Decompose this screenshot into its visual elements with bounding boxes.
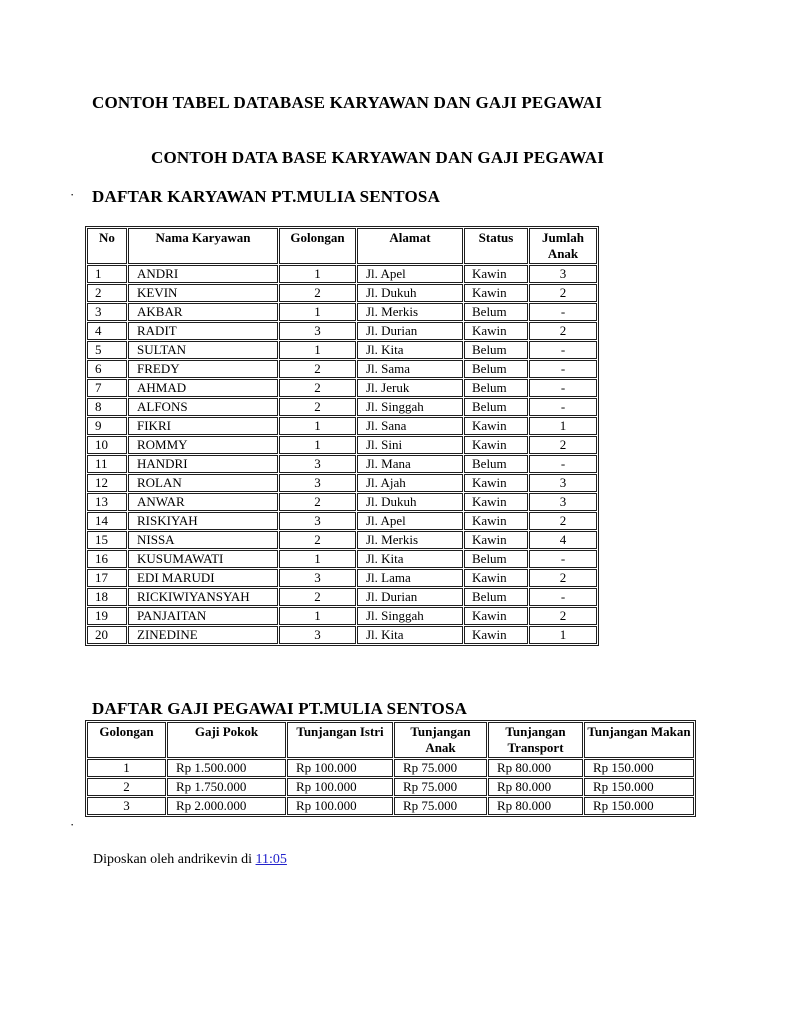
table-cell: Jl. Singgah	[357, 398, 463, 416]
table-cell: 2	[279, 360, 356, 378]
table-cell: SULTAN	[128, 341, 278, 359]
table-cell: 1	[87, 759, 166, 777]
table-cell: ANDRI	[128, 265, 278, 283]
table-header-cell: Golongan	[279, 228, 356, 264]
table-cell: Rp 75.000	[394, 778, 487, 796]
table-header-cell: Tunjangan Makan	[584, 722, 694, 758]
table-row	[87, 360, 597, 378]
table-cell: RISKIYAH	[128, 512, 278, 530]
table-cell: 3	[529, 474, 597, 492]
time-link[interactable]: 11:05	[255, 852, 287, 867]
table-cell: 3	[87, 797, 166, 815]
table-cell: 5	[87, 341, 127, 359]
table-cell: Kawin	[464, 265, 528, 283]
table-cell: -	[529, 379, 597, 397]
table-header-cell: No	[87, 228, 127, 264]
table-cell: Rp 2.000.000	[167, 797, 286, 815]
table-cell: Jl. Durian	[357, 588, 463, 606]
table-cell: ANWAR	[128, 493, 278, 511]
table-cell: ROMMY	[128, 436, 278, 454]
table-cell: 2	[279, 284, 356, 302]
table-cell: 2	[529, 436, 597, 454]
table-cell: Rp 150.000	[584, 759, 694, 777]
table-cell: Jl. Apel	[357, 265, 463, 283]
table-cell: Rp 75.000	[394, 797, 487, 815]
table-header-cell: Status	[464, 228, 528, 264]
table-cell: Rp 80.000	[488, 778, 583, 796]
table-cell: Jl. Sini	[357, 436, 463, 454]
table-cell: 14	[87, 512, 127, 530]
table-header-cell: Tunjangan Transport	[488, 722, 583, 758]
posted-by-text: Diposkan oleh andrikevin di	[93, 852, 256, 867]
table-cell: Jl. Kita	[357, 626, 463, 644]
table-cell: 4	[87, 322, 127, 340]
table-cell: 17	[87, 569, 127, 587]
table-cell: HANDRI	[128, 455, 278, 473]
table-cell: 13	[87, 493, 127, 511]
table-cell: Kawin	[464, 322, 528, 340]
table-cell: Rp 80.000	[488, 759, 583, 777]
table-cell: EDI MARUDI	[128, 569, 278, 587]
posted-by-line	[93, 852, 287, 868]
table-cell: Jl. Jeruk	[357, 379, 463, 397]
bullet-icon: ·	[70, 187, 75, 202]
table-cell: 1	[279, 417, 356, 435]
page-subtitle: CONTOH DATA BASE KARYAWAN DAN GAJI PEGAWAI	[151, 148, 605, 167]
page-title: CONTOH TABEL DATABASE KARYAWAN DAN GAJI PEGAWAI	[92, 93, 603, 112]
table-cell: Jl. Singgah	[357, 607, 463, 625]
table-cell: 3	[279, 455, 356, 473]
table-cell: Jl. Ajah	[357, 474, 463, 492]
table-cell: Belum	[464, 303, 528, 321]
table-cell: Rp 100.000	[287, 778, 393, 796]
table-cell: -	[529, 303, 597, 321]
table-row	[87, 512, 597, 530]
table-cell: Rp 80.000	[488, 797, 583, 815]
employee-table-title: DAFTAR KARYAWAN PT.MULIA SENTOSA	[92, 187, 441, 206]
table-cell: Rp 100.000	[287, 759, 393, 777]
table-row	[87, 284, 597, 302]
table-cell: AHMAD	[128, 379, 278, 397]
table-cell: Belum	[464, 550, 528, 568]
table-cell: 2	[529, 569, 597, 587]
table-cell: 3	[279, 569, 356, 587]
table-cell: Belum	[464, 455, 528, 473]
table-cell: 3	[279, 322, 356, 340]
table-cell: Jl. Merkis	[357, 531, 463, 549]
table-cell: 2	[279, 588, 356, 606]
table-cell: Belum	[464, 398, 528, 416]
table-cell: 2	[279, 398, 356, 416]
table-cell: Kawin	[464, 474, 528, 492]
table-cell: 1	[279, 436, 356, 454]
table-cell: 2	[87, 284, 127, 302]
table-row	[87, 493, 597, 511]
table-cell: 3	[529, 265, 597, 283]
table-header-cell: Nama Karyawan	[128, 228, 278, 264]
table-row	[87, 436, 597, 454]
table-cell: 16	[87, 550, 127, 568]
table-cell: Jl. Kita	[357, 550, 463, 568]
table-cell: Belum	[464, 360, 528, 378]
table-cell: Kawin	[464, 512, 528, 530]
salary-table-title: DAFTAR GAJI PEGAWAI PT.MULIA SENTOSA	[92, 699, 468, 718]
table-row	[87, 797, 694, 815]
table-header-cell: Gaji Pokok	[167, 722, 286, 758]
table-cell: 8	[87, 398, 127, 416]
table-cell: PANJAITAN	[128, 607, 278, 625]
table-header-row	[87, 228, 597, 264]
table-cell: 2	[279, 379, 356, 397]
table-cell: 7	[87, 379, 127, 397]
table-cell: Kawin	[464, 626, 528, 644]
table-cell: 2	[529, 607, 597, 625]
table-row	[87, 759, 694, 777]
table-header-cell: Tunjangan Istri	[287, 722, 393, 758]
table-cell: -	[529, 341, 597, 359]
table-row	[87, 626, 597, 644]
table-cell: 1	[87, 265, 127, 283]
table-cell: Rp 75.000	[394, 759, 487, 777]
table-cell: Jl. Dukuh	[357, 493, 463, 511]
table-cell: 2	[529, 284, 597, 302]
table-cell: ZINEDINE	[128, 626, 278, 644]
table-cell: Kawin	[464, 607, 528, 625]
table-cell: Kawin	[464, 493, 528, 511]
table-cell: Rp 100.000	[287, 797, 393, 815]
table-cell: -	[529, 398, 597, 416]
table-cell: Kawin	[464, 284, 528, 302]
table-cell: ALFONS	[128, 398, 278, 416]
table-cell: Kawin	[464, 569, 528, 587]
table-header-cell: Jumlah Anak	[529, 228, 597, 264]
table-cell: 1	[529, 417, 597, 435]
table-row	[87, 531, 597, 549]
table-cell: AKBAR	[128, 303, 278, 321]
table-cell: 2	[87, 778, 166, 796]
table-row	[87, 778, 694, 796]
table-cell: 12	[87, 474, 127, 492]
table-cell: Kawin	[464, 417, 528, 435]
table-cell: 2	[529, 322, 597, 340]
table-row	[87, 265, 597, 283]
table-cell: Jl. Apel	[357, 512, 463, 530]
table-cell: NISSA	[128, 531, 278, 549]
table-cell: 11	[87, 455, 127, 473]
table-row	[87, 379, 597, 397]
table-row	[87, 303, 597, 321]
table-cell: -	[529, 455, 597, 473]
table-cell: FIKRI	[128, 417, 278, 435]
table-cell: RICKIWIYANSYAH	[128, 588, 278, 606]
table-cell: 1	[279, 341, 356, 359]
table-cell: Jl. Sama	[357, 360, 463, 378]
table-cell: Jl. Dukuh	[357, 284, 463, 302]
table-header-cell: Tunjangan Anak	[394, 722, 487, 758]
table-row	[87, 588, 597, 606]
table-cell: 10	[87, 436, 127, 454]
table-row	[87, 550, 597, 568]
table-cell: 6	[87, 360, 127, 378]
table-cell: 2	[279, 493, 356, 511]
table-header-cell: Golongan	[87, 722, 166, 758]
table-cell: 3	[87, 303, 127, 321]
table-cell: Jl. Sana	[357, 417, 463, 435]
table-cell: Jl. Lama	[357, 569, 463, 587]
table-cell: -	[529, 550, 597, 568]
table-cell: 18	[87, 588, 127, 606]
salary-table	[85, 720, 696, 817]
table-cell: RADIT	[128, 322, 278, 340]
table-cell: 3	[279, 626, 356, 644]
table-cell: 2	[529, 512, 597, 530]
table-cell: Rp 150.000	[584, 778, 694, 796]
table-cell: 9	[87, 417, 127, 435]
table-cell: 20	[87, 626, 127, 644]
table-cell: Jl. Merkis	[357, 303, 463, 321]
bullet-icon: ·	[70, 817, 75, 832]
table-row	[87, 341, 597, 359]
table-row	[87, 474, 597, 492]
table-cell: ROLAN	[128, 474, 278, 492]
table-cell: 1	[279, 607, 356, 625]
table-cell: 19	[87, 607, 127, 625]
table-cell: 4	[529, 531, 597, 549]
table-cell: 3	[279, 512, 356, 530]
table-header-row	[87, 722, 694, 758]
table-cell: -	[529, 360, 597, 378]
table-row	[87, 455, 597, 473]
table-cell: 2	[279, 531, 356, 549]
table-cell: FREDY	[128, 360, 278, 378]
table-cell: Rp 1.750.000	[167, 778, 286, 796]
table-cell: Rp 1.500.000	[167, 759, 286, 777]
table-cell: Kawin	[464, 531, 528, 549]
table-cell: Jl. Durian	[357, 322, 463, 340]
table-cell: 1	[279, 265, 356, 283]
table-row	[87, 417, 597, 435]
table-cell: 15	[87, 531, 127, 549]
table-header-cell: Alamat	[357, 228, 463, 264]
table-cell: 3	[279, 474, 356, 492]
table-cell: Belum	[464, 379, 528, 397]
table-row	[87, 569, 597, 587]
table-cell: Rp 150.000	[584, 797, 694, 815]
table-cell: -	[529, 588, 597, 606]
table-cell: 1	[279, 303, 356, 321]
table-cell: 1	[529, 626, 597, 644]
table-cell: Jl. Kita	[357, 341, 463, 359]
employee-table	[85, 226, 599, 646]
table-cell: Jl. Mana	[357, 455, 463, 473]
table-cell: KEVIN	[128, 284, 278, 302]
table-cell: Belum	[464, 588, 528, 606]
table-cell: 3	[529, 493, 597, 511]
table-row	[87, 322, 597, 340]
table-row	[87, 398, 597, 416]
table-cell: 1	[279, 550, 356, 568]
table-cell: KUSUMAWATI	[128, 550, 278, 568]
table-row	[87, 607, 597, 625]
table-cell: Kawin	[464, 436, 528, 454]
table-cell: Belum	[464, 341, 528, 359]
